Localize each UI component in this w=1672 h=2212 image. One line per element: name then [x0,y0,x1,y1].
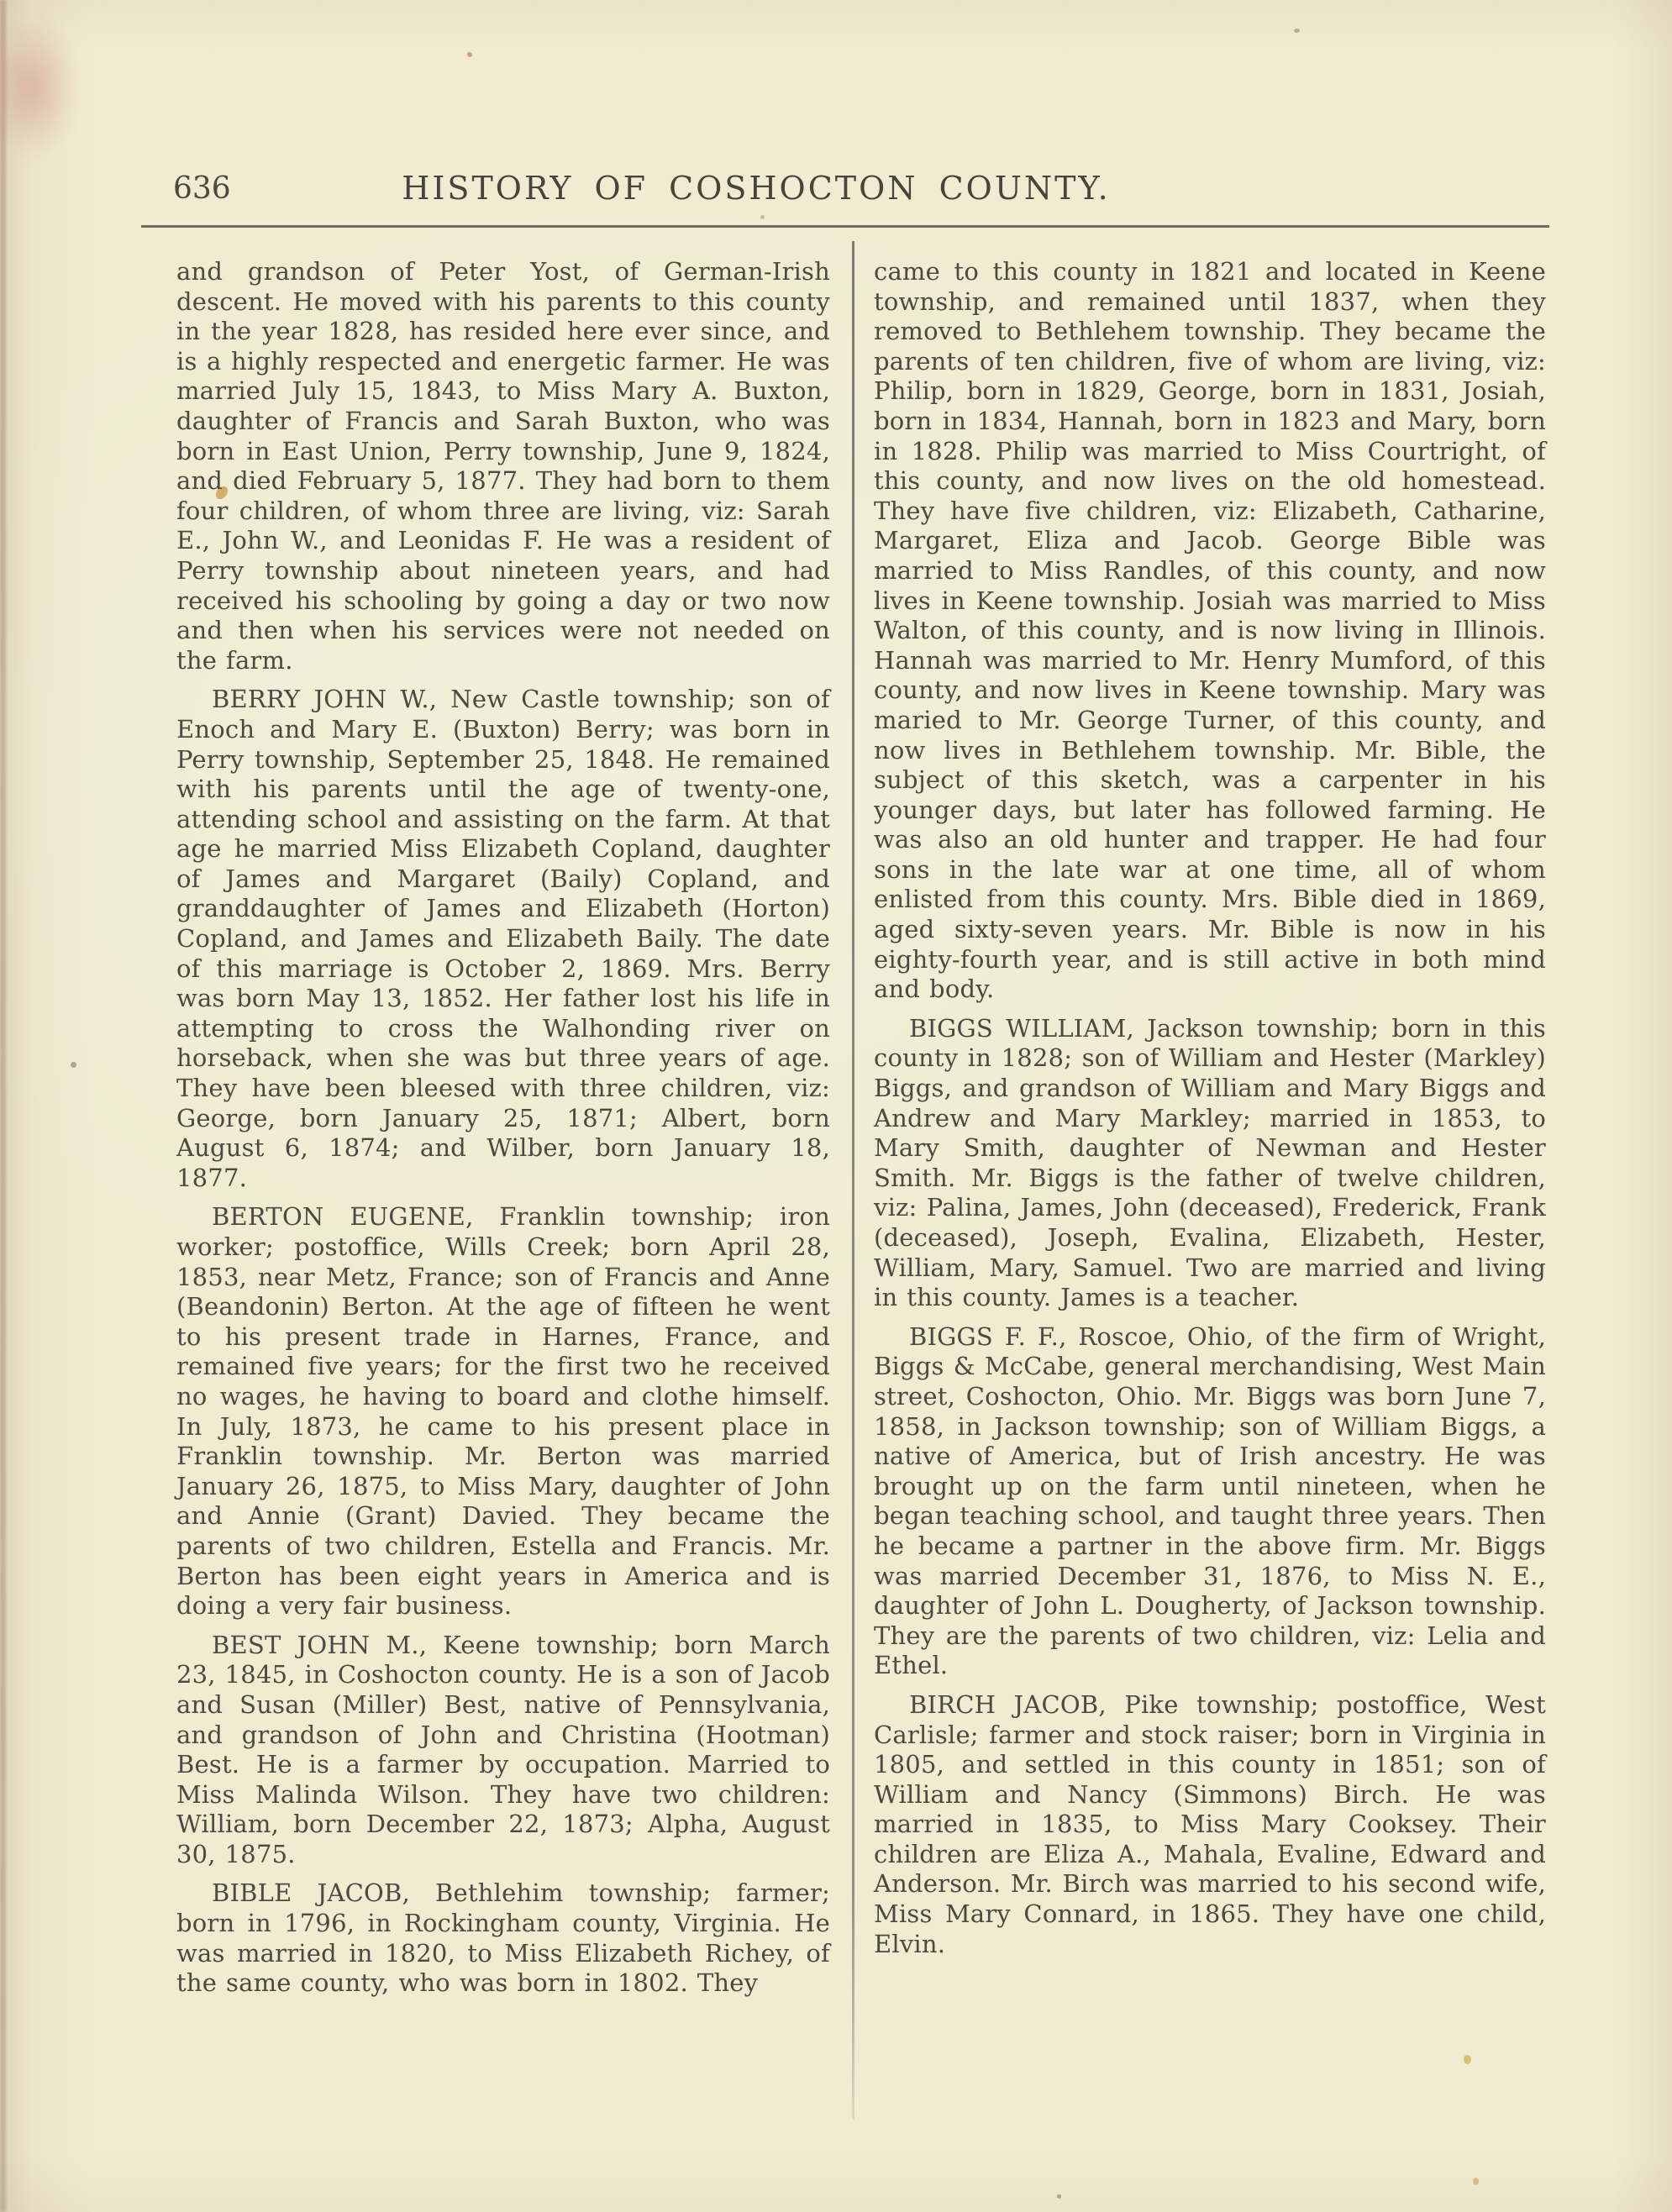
scan-edge-shadow [0,0,6,2212]
paper-speck [467,52,472,57]
paper-speck [1473,2178,1479,2185]
para-bible-jacob: BIBLE JACOB, Bethlehim township; farmer; born in 1796, in Rockingham county, Virginia. He was married in 1820, to Miss Elizabeth Richey, of the same county, who was born in 1802. They [176,1878,830,1998]
para-berton-eugene: BERTON EUGENE, Franklin township; iron worker; postoffice, Wills Creek; born April 28, 1853, near Metz, France; son of Francis and Anne (Beandonin) Berton. At the age of fifteen he went to his present trade in Harnes, France, and remained five years; for the first two he received no wages, he having to board and clothe himself. In July, 1873, he came to his present place in Franklin township. Mr. Berton was married January 26, 1875, to Miss Mary, daughter of John and Annie (Grant) Davied. They became the parents of two children, Estella and Francis. Mr. Berton has been eight years in America and is doing a very fair business. [176,1202,830,1621]
paper-speck [1464,2055,1471,2064]
running-header-title: HISTORY OF COSHOCTON COUNTY. [402,170,1111,207]
para-berry-john-w: BERRY JOHN W., New Castle township; son of Enoch and Mary E. (Buxton) Berry; was born in Perry township, September 25, 1848. He remained with his parents until the age of twenty-one, attending school and assisting on the farm. At that age he married Miss Elizabeth Copland, daughter of James and Margaret (Baily) Copland, and granddaughter of James and Elizabeth (Horton) Copland, and James and Elizabeth Baily. The date of this marriage is October 2, 1869. Mrs. Berry was born May 13, 1852. Her father lost his life in attempting to cross the Walhonding river on horseback, when she was but three years of age. They have been bleesed with three children, viz: George, born January 25, 1871; Albert, born August 6, 1874; and Wilber, born January 18, 1877. [176,685,830,1192]
scan-corner-smudge [0,15,77,158]
para-birch-jacob: BIRCH JACOB, Pike township; postoffice, West Carlisle; farmer and stock raiser; born in Virginia in 1805, and settled in this county in 1851; son of William and Nancy (Simmons) Birch. He was married in 1835, to Miss Mary Cooksey. Their children are Eliza A., Mahala, Evaline, Edward and Anderson. Mr. Birch was married to his second wife, Miss Mary Connard, in 1865. They have one child, Elvin. [874,1689,1546,1958]
paper-speck [71,1062,76,1068]
paper-speck [1294,29,1300,33]
para-bible-continuation: came to this county in 1821 and located in Keene township, and remained until 1837, when they removed to Bethlehem township. They became the parents of ten children, five of whom are living, viz: Philip, born in 1829, George, born in 1831, Josiah, born in 1834, Hannah, born in 1823 and Mary, born in 1828. Philip was married to Miss Courtright, of this county, and now lives on the old homestead. They have five children, viz: Elizabeth, Catharine, Margaret, Eliza and Jacob. George Bible was married to Miss Randles, of this county, and now lives in Keene township. Josiah was married to Miss Walton, of this county, and is now living in Illinois. Hannah was married to Mr. Henry Mumford, of this county, and now lives in Keene township. Mary was maried to Mr. George Turner, of this county, and now lives in Bethlehem township. Mr. Bible, the subject of this sketch, was a carpenter in his younger days, but later has followed farming. He was also an old hunter and trapper. He had four sons in the late war at one time, all of whom enlisted from this county. Mrs. Bible died in 1869, aged sixty-seven years. Mr. Bible is now in his eighty-fourth year, and is still active in both mind and body. [874,257,1546,1004]
para-best-john-m: BEST JOHN M., Keene township; born March 23, 1845, in Coshocton county. He is a son of Jacob and Susan (Miller) Best, native of Pennsylvania, and grandson of John and Christina (Hootman) Best. He is a farmer by occupation. Married to Miss Malinda Wilson. They have two children: William, born December 22, 1873; Alpha, August 30, 1875. [176,1630,830,1868]
para-biggs-f-f: BIGGS F. F., Roscoe, Ohio, of the firm of Wright, Biggs & McCabe, general merchandising, West Main street, Coshocton, Ohio. Mr. Biggs was born June 7, 1858, in Jackson township; son of William Biggs, a native of America, but of Irish ancestry. He was brought up on the farm until nineteen, when he began teaching school, and taught three years. Then he became a partner in the above firm. Mr. Biggs was married December 31, 1876, to Miss N. E., daughter of John L. Dougherty, of Jackson township. They are the parents of two children, viz: Lelia and Ethel. [874,1321,1546,1680]
header-rule [141,225,1549,228]
para-biggs-william: BIGGS WILLIAM, Jackson township; born in this county in 1828; son of William and Hester (Markley) Biggs, and grandson of William and Mary Biggs and Andrew and Mary Markley; married in 1853, to Mary Smith, daughter of Newman and Hester Smith. Mr. Biggs is the father of twelve children, viz: Palina, James, John (deceased), Frederick, Frank (deceased), Joseph, Evalina, Elizabeth, Hester, William, Mary, Samuel. Two are married and living in this county. James is a teacher. [874,1013,1546,1312]
paper-speck [1057,2194,1061,2199]
paper-speck [760,215,765,219]
left-column [176,257,830,1999]
para-yost-continuation: and grandson of Peter Yost, of German-Irish descent. He moved with his parents to this county in the year 1828, has resided here ever since, and is a highly respected and energetic farmer. He was married July 15, 1843, to Miss Mary A. Buxton, daughter of Francis and Sarah Buxton, who was born in East Union, Perry township, June 9, 1824, and died February 5, 1877. They had born to them four children, of whom three are living, viz: Sarah E., John W., and Leonidas F. He was a resident of Perry township about nineteen years, and had received his schooling by going a day or two now and then when his services were not needed on the farm. [176,257,830,675]
page-number: 636 [173,171,231,206]
right-column [874,257,1546,1959]
column-divider [852,241,854,2120]
